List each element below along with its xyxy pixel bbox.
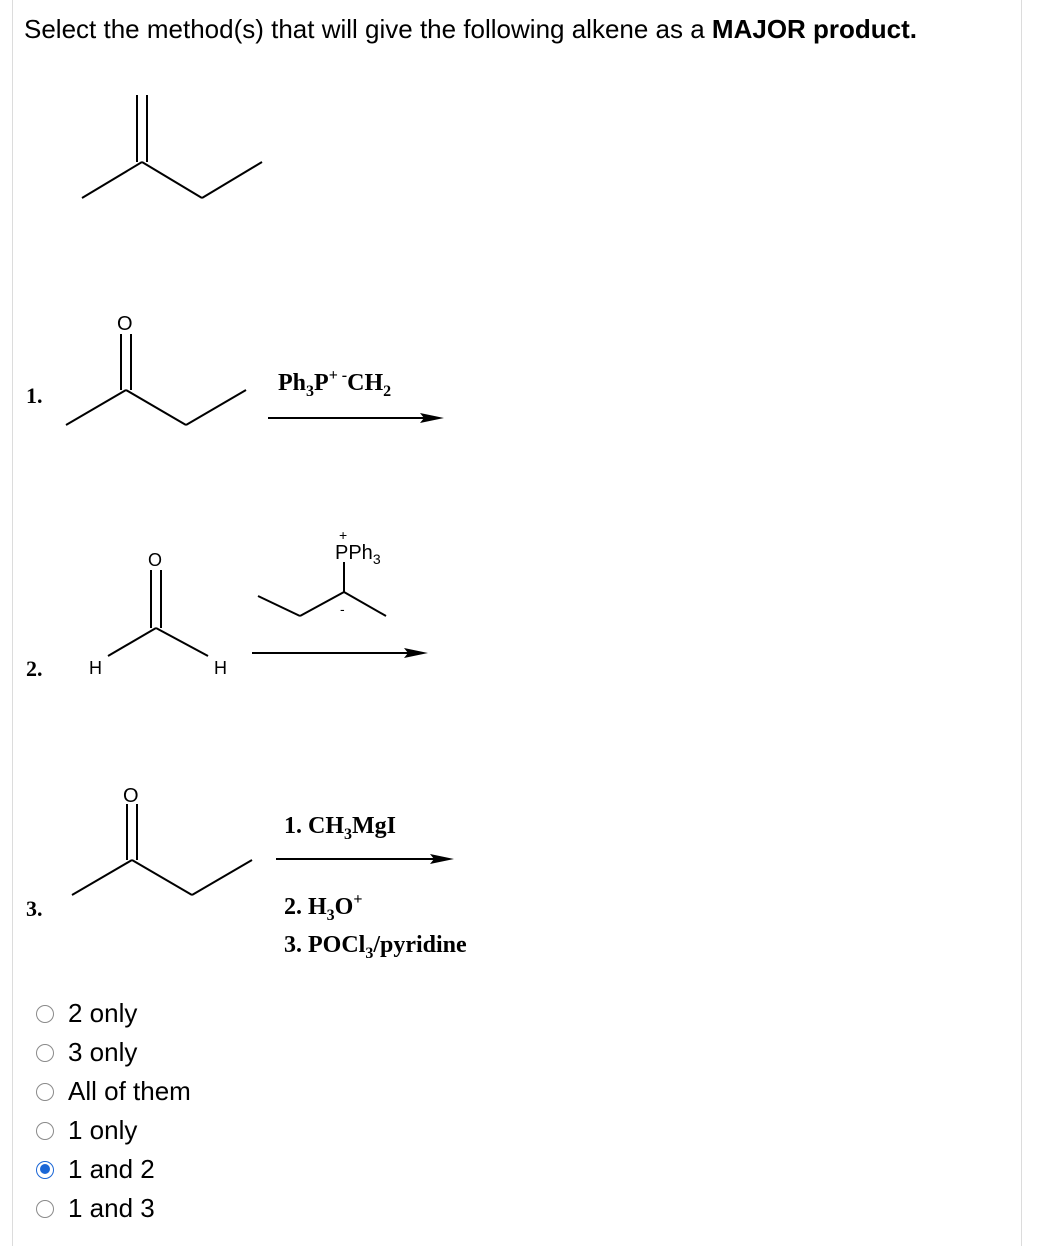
method-3-number: 3. — [26, 896, 43, 921]
method-2-ylide-plus: + — [339, 527, 348, 543]
radio-button[interactable] — [36, 1005, 54, 1023]
option-label: 3 only — [68, 1037, 138, 1067]
option-1-and-3[interactable] — [36, 1189, 191, 1228]
method-2-number: 2. — [26, 656, 43, 681]
option-label: 1 only — [68, 1115, 138, 1145]
method-3-oxygen-label: O — [123, 785, 139, 807]
method-1-oxygen-label: O — [117, 313, 133, 335]
method-3-step-1: 1. $CH_3MgI$ — [284, 813, 396, 843]
option-label: All of them — [68, 1076, 191, 1106]
method-2-ylide-minus: - — [340, 601, 345, 617]
method-2-oxygen-label: O — [148, 550, 163, 570]
option-1-only[interactable] — [36, 1111, 191, 1150]
method-2-ylide-phosphorus: PPh$_3$ — [335, 542, 381, 567]
method-3-ketone-structure — [72, 804, 252, 895]
method-2-h-left: H — [89, 658, 102, 678]
radio-button-selected[interactable] — [36, 1161, 54, 1179]
method-1-ketone-structure — [66, 334, 246, 425]
method-3-step-2: 2. $H_3O^+$ — [284, 891, 363, 924]
option-3-only[interactable] — [36, 1033, 191, 1072]
option-label: 1 and 3 — [68, 1193, 155, 1223]
option-1-and-2[interactable] — [36, 1150, 191, 1189]
question-prefix: Select the method(s) that will give the following alkene as a — [24, 14, 712, 44]
option-label: 1 and 2 — [68, 1154, 155, 1184]
radio-button[interactable] — [36, 1200, 54, 1218]
option-label: 2 only — [68, 998, 138, 1028]
method-1-reagent: $Ph_3P^{+ -}CH_2$ — [278, 367, 392, 400]
answer-options — [36, 994, 191, 1228]
radio-button[interactable] — [36, 1044, 54, 1062]
method-2-acetone-structure — [108, 570, 208, 656]
method-2-ylide-structure — [258, 562, 386, 616]
option-2-only[interactable] — [36, 994, 191, 1033]
question-emphasis: MAJOR product. — [711, 14, 918, 44]
option-all-of-them[interactable] — [36, 1072, 191, 1111]
method-1-number: 1. — [26, 383, 43, 408]
target-alkene-structure — [82, 95, 262, 198]
radio-button[interactable] — [36, 1083, 54, 1101]
method-2-h-right: H — [214, 658, 227, 678]
method-3-step-3: 3. POCl$_3$/pyridine — [284, 932, 467, 962]
radio-button[interactable] — [36, 1122, 54, 1140]
